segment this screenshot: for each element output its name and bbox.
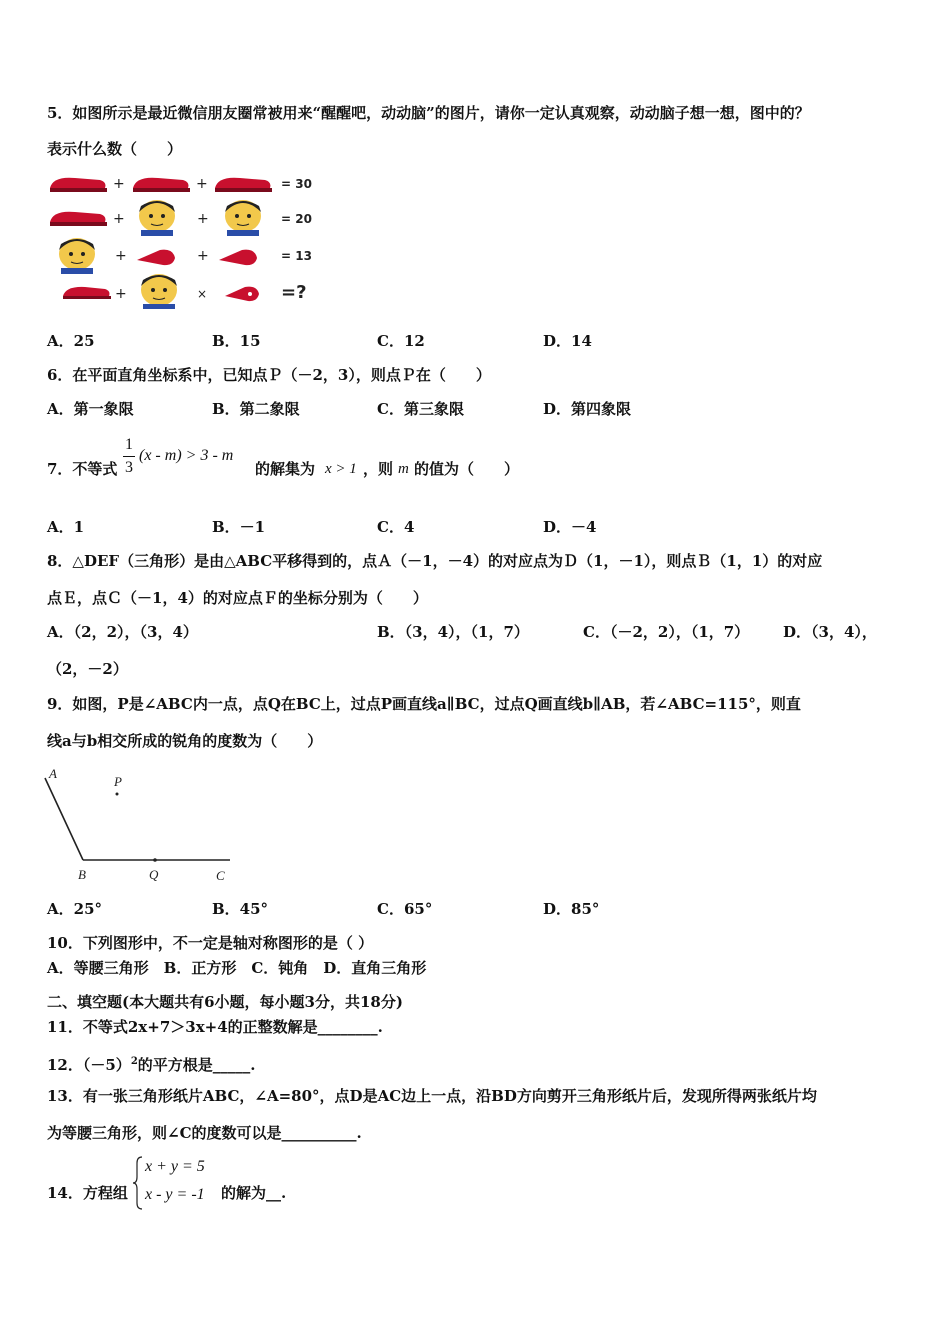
label-c: C [216,868,225,883]
q5-option-b: B．15 [212,332,261,350]
q12-line [47,1052,256,1075]
q11-line: 11．不等式2x+7＞3x+4的正整数解是________. [47,1018,383,1036]
q7-option-d: D．－4 [543,518,597,536]
q8-option-d-cont: （2，－2） [47,660,128,678]
q14-eq2: x - y = -1 [145,1186,205,1203]
q5-option-c: C．12 [377,332,425,350]
whistle-icon [219,250,257,265]
q8-option-b: B．（3，4），（1，7） [377,623,529,641]
point-p [116,793,119,796]
q7-option-a: A．1 [47,518,85,536]
q9-figure [40,764,240,886]
q7-mid2: ，则 [363,460,394,478]
q5-option-d: D．14 [543,332,592,350]
q7-condition: x > 1 [325,461,357,477]
label-p: P [114,774,122,789]
plus-sign: + [113,176,125,192]
q6-option-a: A．第一象限 [47,400,134,418]
row4-question: =? [281,282,307,303]
q10-options: A．等腰三角形 B．正方形 C．钝角 D．直角三角形 [47,959,427,977]
row2-result: = 20 [281,212,312,226]
q6-option-c: C．第三象限 [377,400,464,418]
q9-option-a: A．25° [47,900,103,918]
ray-ba [45,778,83,860]
times-sign: × [197,287,208,301]
q9-option-c: C．65° [377,900,433,918]
q7-expression: (x - m) > 3 - m [139,447,234,464]
q6-option-d: D．第四象限 [543,400,632,418]
plus-sign: + [115,286,127,302]
q14-prefix: 14．方程组 [47,1184,128,1202]
q14-suffix: 的解为__. [221,1184,287,1202]
q10-line: 10．下列图形中，不一定是轴对称图形的是（ ） [47,934,374,952]
brace-icon [132,1155,144,1211]
q8-line2: 点Ｅ，点Ｃ（－1，4）的对应点Ｆ的坐标分别为（ ） [47,589,428,607]
q5-option-a: A．25 [47,332,95,350]
label-a: A [49,766,57,781]
point-q [153,858,157,862]
q7-mid: 的解集为 [255,460,316,478]
q8-option-a: A．（2，2），（3，4） [47,623,198,641]
label-q: Q [149,867,159,882]
q12-exponent: 2 [130,1056,138,1067]
q9-option-d: D．85° [543,900,600,918]
q7-frac-num: 1 [125,436,133,453]
face-icon [141,274,177,309]
q13-line1: 13．有一张三角形纸片ABC，∠A=80°，点D是AC边上一点，沿BD方向剪开三角形纸片后，发现所得两张纸片均 [47,1087,817,1105]
face-icon [225,200,261,236]
q5-puzzle-figure [45,168,335,310]
label-b: B [78,867,86,882]
whistle-icon [137,250,175,265]
q8-option-c: C．（－2，2），（1，7） [583,623,750,641]
row3-result: = 13 [281,249,312,263]
puzzle-image [45,168,335,310]
q7-suffix: 的值为（ ） [414,460,520,478]
whistle-icon [225,287,259,301]
q7-option-c: C．4 [377,518,415,536]
shoe-icon [133,178,190,192]
q7-frac-bar [123,456,135,457]
plus-sign: + [113,211,125,227]
shoe-icon [63,287,111,299]
q12-pre: 12．（－5） [47,1056,131,1074]
section-heading: 二、填空题(本大题共有6小题，每小题3分，共18分) [47,993,403,1011]
q8-option-d: D．（3，4）， [783,623,877,641]
shoe-icon [215,178,272,192]
q14-eq1: x + y = 5 [145,1158,205,1175]
face-icon [59,238,95,274]
q7-frac-den: 3 [125,459,133,476]
q6-line: 6．在平面直角坐标系中，已知点Ｐ（－2，3），则点Ｐ在（ ） [47,366,491,384]
face-icon [139,200,175,236]
plus-sign: + [115,248,127,264]
q7-prefix: 7．不等式 [47,460,118,478]
shoe-icon [50,212,107,226]
row1-result: = 30 [281,177,312,191]
plus-sign: + [197,211,209,227]
plus-sign: + [197,248,209,264]
angle-diagram [40,764,240,886]
q7-var: m [398,461,409,477]
q9-option-b: B．45° [212,900,269,918]
q7-option-b: B．－1 [212,518,266,536]
q6-option-b: B．第二象限 [212,400,300,418]
plus-sign: + [196,176,208,192]
shoe-icon [50,178,107,192]
q9-line1: 9．如图，P是∠ABC内一点，点Q在BC上，过点P画直线a∥BC，过点Q画直线b∥AB，若∠ABC=115°，则直 [47,695,801,713]
q12-post: 的平方根是_____. [137,1056,256,1074]
q8-line1: 8．△DEF（三角形）是由△ABC平移得到的，点Ａ（－1，－4）的对应点为Ｄ（1，－1），则点Ｂ（1，1）的对应 [47,552,823,570]
q13-line2: 为等腰三角形，则∠C的度数可以是__________. [47,1124,362,1142]
q9-line2: 线a与b相交所成的锐角的度数为（ ） [47,732,323,750]
q5-line1: 5．如图所示是最近微信朋友圈常被用来“醒醒吧，动动脑”的图片，请你一定认真观察，动动脑子想一想，图中的？ [47,104,810,122]
q5-line2: 表示什么数（ ） [47,140,183,158]
